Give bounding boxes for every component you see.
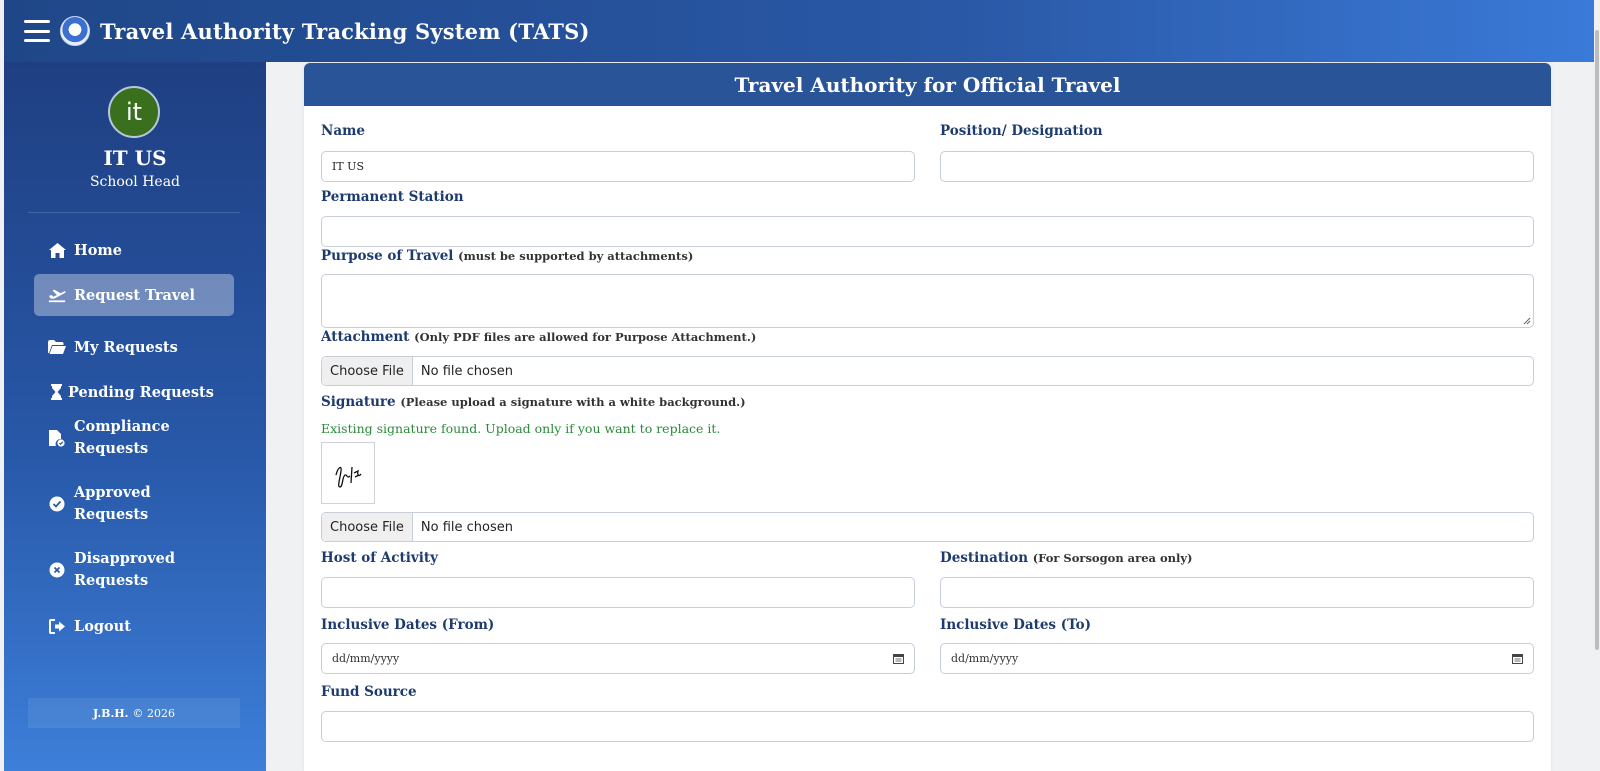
footer-author: J.B.H. <box>92 706 129 720</box>
host-input[interactable] <box>321 577 915 608</box>
sidebar-item-label: Request Travel <box>74 286 196 304</box>
sidebar-item-compliance-requests[interactable] <box>34 416 234 460</box>
home-icon <box>48 241 66 259</box>
scrollbar-thumb[interactable] <box>1595 30 1599 650</box>
sidebar-item-label: Home <box>74 241 122 259</box>
signature-choose-file-button[interactable]: Choose File <box>322 513 413 541</box>
page-scrollbar[interactable] <box>1594 0 1600 771</box>
purpose-label: Purpose of Travel (must be supported by attachments) <box>321 248 694 264</box>
signature-file-input[interactable] <box>321 512 1534 542</box>
logout-icon <box>48 617 66 635</box>
permanent-station-input[interactable] <box>321 216 1534 247</box>
signature-hint: (Please upload a signature with a white background.) <box>400 395 746 409</box>
purpose-hint: (must be supported by attachments) <box>458 249 694 263</box>
host-label: Host of Activity <box>321 550 438 566</box>
purpose-textarea[interactable] <box>321 274 1534 328</box>
signature-file-status: No file chosen <box>420 519 513 535</box>
name-label: Name <box>321 123 365 139</box>
sidebar-item-label: Approved Requests <box>74 484 151 523</box>
sidebar-item-label: Compliance Requests <box>74 418 170 457</box>
attachment-file-status: No file chosen <box>420 363 513 379</box>
signature-label: Signature (Please upload a signature with a white background.) <box>321 394 746 410</box>
date-from-label: Inclusive Dates (From) <box>321 617 495 633</box>
sidebar-footer <box>28 698 240 728</box>
sidebar-item-label: Logout <box>74 617 131 635</box>
signature-preview <box>321 442 375 504</box>
sidebar-item-label: My Requests <box>74 338 178 356</box>
plane-departure-icon <box>48 286 66 304</box>
fund-source-label: Fund Source <box>321 684 417 700</box>
sidebar-divider <box>28 212 240 213</box>
agency-logo <box>60 16 90 46</box>
name-input[interactable]: IT US <box>321 151 915 182</box>
sidebar-item-label: Disapproved Requests <box>74 550 176 589</box>
sidebar-nav <box>34 226 234 640</box>
calendar-icon[interactable] <box>1512 653 1523 664</box>
fund-source-input[interactable] <box>321 711 1534 742</box>
signature-image <box>328 453 368 493</box>
file-check-icon <box>48 429 66 447</box>
sidebar-item-request-travel[interactable] <box>34 274 234 316</box>
hamburger-menu-icon[interactable] <box>24 20 50 42</box>
calendar-icon[interactable] <box>893 653 904 664</box>
sidebar-item-disapproved-requests[interactable] <box>34 548 234 592</box>
resize-handle-icon[interactable] <box>1523 317 1531 325</box>
sidebar-item-label: Pending Requests <box>68 383 214 401</box>
folder-open-icon <box>48 338 66 356</box>
position-input[interactable] <box>940 151 1534 182</box>
sidebar-item-logout[interactable] <box>34 612 234 640</box>
travel-form-card <box>304 63 1551 771</box>
attachment-label: Attachment (Only PDF files are allowed for Purpose Attachment.) <box>321 329 757 345</box>
sidebar-item-pending-requests[interactable] <box>34 378 234 406</box>
destination-label: Destination (For Sorsogon area only) <box>940 550 1193 566</box>
hourglass-icon <box>50 383 62 401</box>
form-title: Travel Authority for Official Travel <box>304 63 1551 106</box>
app-title: Travel Authority Tracking System (TATS) <box>100 18 590 44</box>
x-circle-icon <box>48 561 66 579</box>
avatar: it <box>108 86 160 138</box>
sidebar-item-approved-requests[interactable] <box>34 482 234 526</box>
check-circle-icon <box>48 495 66 513</box>
date-to-input[interactable]: dd/mm/yyyy <box>940 643 1534 674</box>
attachment-choose-file-button[interactable]: Choose File <box>322 357 413 385</box>
sidebar-item-my-requests[interactable] <box>34 333 234 361</box>
destination-input[interactable] <box>940 577 1534 608</box>
user-role: School Head <box>89 174 181 190</box>
date-from-input[interactable]: dd/mm/yyyy <box>321 643 915 674</box>
permanent-station-label: Permanent Station <box>321 189 464 205</box>
attachment-hint: (Only PDF files are allowed for Purpose Attachment.) <box>414 330 757 344</box>
destination-hint: (For Sorsogon area only) <box>1032 551 1193 565</box>
footer-copyright: © 2026 <box>132 706 176 720</box>
user-name: IT US <box>103 146 167 170</box>
sidebar-item-home[interactable] <box>34 236 234 264</box>
top-header <box>4 0 1594 62</box>
date-to-label: Inclusive Dates (To) <box>940 617 1092 633</box>
attachment-file-input[interactable] <box>321 356 1534 386</box>
position-label: Position/ Designation <box>940 123 1103 139</box>
sidebar <box>4 62 266 771</box>
signature-notice: Existing signature found. Upload only if you want to replace it. <box>321 421 721 436</box>
